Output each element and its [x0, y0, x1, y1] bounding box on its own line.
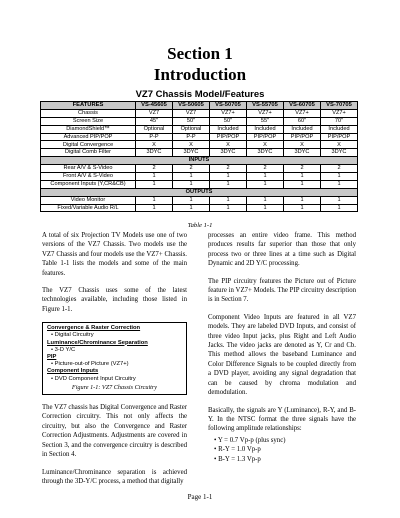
table-row [41, 125, 358, 133]
processing-paragraph: processes an entire video frame. This method produces results far superior than those that only process two or three lines at a time such as Digital Dynamic and 2D Y/C processing. [208, 232, 356, 268]
table-row [41, 173, 358, 181]
table-row [41, 133, 358, 141]
table-cell: 1 [284, 180, 321, 188]
table-cell: P-P [173, 133, 210, 141]
table-cell: 2 [173, 165, 210, 173]
table-cell: 1 [173, 173, 210, 181]
table-cell: Included [210, 125, 247, 133]
component-paragraph: Component Video Inputs are featured in all VZ7 models. They are labeled DVD Inputs, and consist of three video Input jacks, plus Right and Left Audio Jacks. The video jacks are denoted as Y, Cr and Cb. This method allows the baseband Luminance and Color Difference Signals to be coupled directly from a DVD player, avoiding any signal degradation that can be caused by chroma modulation and demodulation. [208, 313, 356, 397]
table-cell: 2 [136, 165, 173, 173]
feature-name-cell: Fixed/Variable Audio R/L [41, 204, 136, 212]
table-cell: 3DYC [173, 149, 210, 157]
table-row [41, 204, 358, 212]
table-cell: Included [321, 125, 358, 133]
technology-paragraph: The VZ7 Chassis uses some of the latest technologies available, including those listed in Figure 1-1. [42, 287, 187, 313]
table-group-label: INPUTS [41, 157, 358, 165]
table-cell: 1 [284, 204, 321, 212]
table-column-header: VS-50605 [173, 102, 210, 110]
table-cell: 1 [136, 204, 173, 212]
table-header-row [41, 102, 358, 110]
table-row [41, 180, 358, 188]
table-cell: 2 [210, 165, 247, 173]
table-cell: 2 [247, 165, 284, 173]
figure-caption: Figure 1-1: VZ7 Chassis Circuitry [71, 383, 158, 391]
table-row [41, 109, 358, 117]
table-row [41, 141, 358, 149]
table-group-label: OUTPUTS [41, 188, 358, 196]
figure-heading: Luminance/Chrominance Separation [47, 339, 148, 346]
table-cell: Included [284, 125, 321, 133]
table-cell: PIP/POP [284, 133, 321, 141]
figure-item: • 3-D Y/C [51, 346, 76, 353]
table-cell: 3DYC [284, 149, 321, 157]
intro-paragraph: A total of six Projection TV Models use one of two versions of the VZ7 Chassis. Two models use the VZ7 Chassis and four models use the VZ7+ Chassis. Table 1-1 lists the models and some of the main features. [42, 232, 187, 277]
table-cell: VZ7+ [284, 109, 321, 117]
table-cell: 1 [284, 196, 321, 204]
table-cell: 1 [321, 204, 358, 212]
feature-name-cell: Component Inputs (Y,CR&CB) [41, 180, 136, 188]
table-cell: 1 [284, 173, 321, 181]
pip-paragraph: The PIP circuitry features the Picture out of Picture feature in VZ7+ Models. The PIP circuitry description is in Section 7. [208, 277, 356, 304]
table-column-header: FEATURES [41, 102, 136, 110]
figure-item: • DVD Component Input Circuitry [51, 375, 136, 382]
table-cell: VZ7+ [210, 109, 247, 117]
table-cell: 3DYC [210, 149, 247, 157]
table-cell: 1 [321, 180, 358, 188]
page-number: Page 1-1 [187, 493, 213, 501]
table-cell: X [284, 141, 321, 149]
table-cell: 1 [247, 204, 284, 212]
table-group-row [41, 188, 358, 196]
table-cell: X [210, 141, 247, 149]
figure-item: • Digital Circuitry [51, 332, 94, 339]
feature-name-cell: DiamondShield™ [41, 125, 136, 133]
table-cell: 1 [247, 196, 284, 204]
table-cell: 1 [136, 180, 173, 188]
table-cell: VZ7+ [247, 109, 284, 117]
table-column-header: VS-60705 [284, 102, 321, 110]
table-column-header: VS-45605 [136, 102, 173, 110]
figure-heading: Component Inputs [47, 368, 99, 375]
feature-name-cell: Digital Comb Filter [41, 149, 136, 157]
table-cell: Included [247, 125, 284, 133]
table-cell: 45" [136, 117, 173, 125]
table-cell: X [321, 141, 358, 149]
feature-name-cell: Screen Size [41, 117, 136, 125]
feature-name-cell: Chassis [41, 109, 136, 117]
figure-1-1 [42, 322, 187, 395]
table-caption: Table 1-1 [187, 222, 213, 229]
table-cell: X [247, 141, 284, 149]
table-title: VZ7 Chassis Model/Features [135, 89, 265, 100]
convergence-paragraph: The VZ7 chassis has Digital Convergence and Raster Correction circuitry. This not only affects the circuitry, but also the Convergence and Raster Correction Adjustments. Adjustments are covered in Section 3, and the convergence circuitry is described in Section 4. [42, 404, 187, 459]
table-cell: 3DYC [247, 149, 284, 157]
table-cell: X [173, 141, 210, 149]
table-cell: VZ7 [136, 109, 173, 117]
left-column [42, 231, 187, 494]
table-cell: 1 [210, 196, 247, 204]
feature-name-cell: Front A/V & S-Video [41, 173, 136, 181]
table-group-row [41, 157, 358, 165]
table-cell: 1 [173, 204, 210, 212]
signal-item: • B-Y = 1.3 Vp-p [214, 455, 261, 463]
section-number: Section 1 [167, 44, 233, 63]
feature-name-cell: Video Monitor [41, 196, 136, 204]
signal-item: • R-Y = 1.0 Vp-p [214, 446, 261, 454]
table-cell: 1 [136, 173, 173, 181]
feature-name-cell: Digital Convergence [41, 141, 136, 149]
table-cell: 1 [247, 180, 284, 188]
table-cell: Optional [136, 125, 173, 133]
table-column-header: VS-50705 [210, 102, 247, 110]
table-cell: PIP/POP [247, 133, 284, 141]
table-cell: 1 [321, 173, 358, 181]
table-cell: 1 [321, 196, 358, 204]
table-cell: 2 [321, 165, 358, 173]
figure-heading: Convergence & Raster Correction [47, 325, 141, 332]
signals-paragraph: Basically, the signals are Y (Luminance), R-Y, and B-Y. In the NTSC format the three signals have the following amplitude relationships: [208, 406, 356, 433]
table-cell: 2 [284, 165, 321, 173]
table-cell: 1 [136, 196, 173, 204]
feature-name-cell: Rear A/V & S-Video [41, 165, 136, 173]
table-row [41, 117, 358, 125]
table-cell: 1 [210, 173, 247, 181]
signal-list [208, 436, 356, 464]
table-cell: 55" [247, 117, 284, 125]
table-cell: X [136, 141, 173, 149]
right-column [208, 231, 356, 464]
table-column-header: VS-55705 [247, 102, 284, 110]
features-table [40, 101, 358, 212]
table-row [41, 149, 358, 157]
table-cell: 1 [210, 180, 247, 188]
table-cell: 1 [173, 196, 210, 204]
table-row [41, 196, 358, 204]
table-cell: 1 [173, 180, 210, 188]
table-cell: VZ7+ [321, 109, 358, 117]
table-cell: 50" [173, 117, 210, 125]
feature-name-cell: Advanced PIP/POP [41, 133, 136, 141]
figure-item: • Picture-out-of Picture (VZ7+) [51, 361, 129, 368]
table-cell: 1 [247, 173, 284, 181]
table-column-header: VS-70705 [321, 102, 358, 110]
page-title: Introduction [153, 65, 247, 84]
table-cell: 1 [210, 204, 247, 212]
table-row [41, 165, 358, 173]
table-cell: PIP/POP [321, 133, 358, 141]
table-cell: 70" [321, 117, 358, 125]
table-cell: 3DYC [136, 149, 173, 157]
luminance-paragraph: Luminance/Chrominance separation is achieved through the 3D-Y/C process, a method that digitally [42, 468, 187, 485]
table-cell: VZ7 [173, 109, 210, 117]
table-cell: P-P [136, 133, 173, 141]
table-cell: 60" [284, 117, 321, 125]
table-cell: Optional [173, 125, 210, 133]
table-cell: PIP/POP [210, 133, 247, 141]
signal-item: • Y = 0.7 Vp-p (plus sync) [214, 436, 286, 444]
table-cell: 3DYC [321, 149, 358, 157]
figure-heading: PIP [47, 354, 57, 361]
table-cell: 50" [210, 117, 247, 125]
